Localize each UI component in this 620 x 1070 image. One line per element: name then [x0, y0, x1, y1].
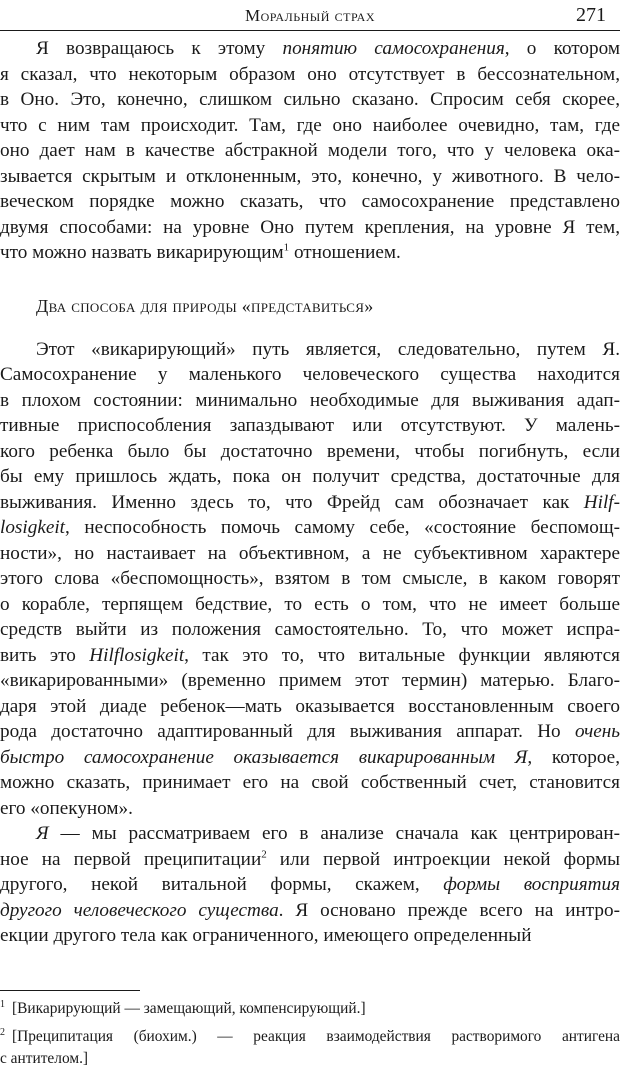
text-line: [0, 821, 620, 847]
text-run: или первой интроекции некой формы: [266, 848, 620, 870]
text-line: [0, 923, 620, 949]
text-line: [0, 694, 620, 720]
text-line: [0, 617, 620, 643]
text-line: [0, 719, 620, 745]
text-run: в Оно. Это, конечно, слишком сильно сказано. Спросим себя скорее,: [0, 89, 620, 110]
text-run: что можно назвать викарирующим: [0, 242, 284, 263]
paragraph-ego-introjection: [0, 821, 620, 949]
text-line: [0, 464, 620, 490]
text-line: [0, 898, 620, 924]
text-run: бы ему пришлось ждать, пока он получит средства, достаточные для: [0, 466, 620, 487]
italic-run: Я: [36, 823, 49, 844]
text-run: , о котором: [504, 38, 620, 59]
text-run: Я возвращаюсь к этому: [36, 38, 283, 59]
footnote-text: [Викарирующий — замещающий, компенсирующий.]: [12, 1000, 366, 1017]
text-line: [0, 745, 620, 771]
text-run: отношением.: [289, 242, 401, 263]
text-run: «викарированными» (временно примем этот термин) матерью. Благо-: [0, 670, 620, 691]
header-rule: [0, 30, 620, 31]
main-text: [0, 36, 620, 949]
italic-run: Hilf-: [583, 491, 620, 513]
text-line: [0, 668, 620, 694]
text-run: в плохом состоянии: минимально необходимые для выживания адап-: [0, 389, 620, 411]
text-run: — мы рассматриваем его в анализе сначала как центрирован-: [48, 823, 620, 844]
text-run: кого ребенка было бы достаточно времени, чтобы погибнуть, если: [0, 440, 620, 462]
page-number: 271: [576, 4, 606, 26]
footnote-mark: 1: [0, 998, 5, 1010]
text-run: Этот «викарирующий» путь является, следовательно, путем Я.: [36, 338, 620, 360]
text-run: ности», но настаивает на объективном, а не субъективном характере: [0, 542, 620, 564]
text-line: [0, 566, 620, 592]
text-line: [0, 337, 620, 363]
text-run: другого, некой витальной формы, скажем,: [0, 874, 444, 895]
text-line: [0, 643, 620, 669]
italic-run: очень: [574, 721, 620, 742]
paragraph-self-preservation: [0, 36, 620, 266]
text-run: оно дает нам в качестве абстракной модели того, что у человека ока-: [0, 140, 620, 161]
footnote-reference: 2: [261, 848, 267, 861]
text-line: [0, 515, 620, 541]
text-line: [0, 215, 620, 241]
text-run: , неспособность помочь самому себе, «состояние беспомощ-: [65, 517, 620, 538]
text-run: Самосохранение у маленького человеческого существа находится: [0, 364, 620, 385]
text-run: даря этой диаде ребенок—мать оказывается восстановленным своего: [0, 695, 620, 717]
italic-run: формы восприятия: [443, 874, 620, 895]
italic-run: понятию самосохранения: [282, 38, 505, 59]
text-run: , так это то, что витальные функции являются: [184, 644, 620, 666]
text-line: [0, 240, 620, 266]
text-line: [0, 62, 620, 88]
footnote-text: с антителом.]: [0, 1050, 89, 1067]
text-line: [0, 872, 620, 898]
text-line: [0, 164, 620, 190]
running-head: [0, 4, 620, 28]
text-run: екции другого тела как ограниченного, имеющего определенный: [0, 925, 532, 946]
footnote-line: [0, 1026, 620, 1048]
text-line: [0, 439, 620, 465]
text-run: ное на первой преципитации: [0, 848, 262, 870]
text-run: выживания. Именно здесь то, что Фрейд сам обозначает как: [0, 491, 584, 513]
text-run: рода достаточно адаптированный для выживания аппарат. Но: [0, 721, 575, 742]
text-run: двумя способами: на уровне Оно путем крепления, на уровне Я тем,: [0, 216, 620, 238]
text-line: [0, 413, 620, 439]
text-line: [0, 87, 620, 113]
text-run: что с ним там происходит. Там, где оно наиболее очевидно, там, где: [0, 114, 620, 136]
text-line: [0, 36, 620, 62]
running-head-title: Моральный страх: [245, 6, 375, 25]
footnote-text: [Преципитация (биохим.) — реакция взаимодействия растворимого антигена: [12, 1028, 620, 1045]
text-line: [0, 541, 620, 567]
text-run: его «опекуном».: [0, 797, 133, 819]
section-heading: Два способа для природы «представиться»: [36, 295, 374, 316]
text-line: [0, 138, 620, 164]
text-run: . Я основано прежде всего на интро-: [278, 899, 620, 921]
footnote-line: [0, 998, 620, 1020]
text-run: о корабле, терпящем бедствие, то есть о том, что не имеет больше: [0, 593, 620, 615]
italic-run: быстро самосохранение оказывается викарированным Я: [0, 746, 528, 768]
paragraph-vicarious-path: [0, 337, 620, 822]
text-line: [0, 592, 620, 618]
text-line: [0, 847, 620, 873]
text-line: [0, 189, 620, 215]
italic-run: losigkeit: [0, 517, 66, 538]
text-run: веческом порядке можно сказать, что самосохранение представлено: [0, 191, 620, 212]
footnotes: [0, 998, 620, 1070]
footnote-mark: 2: [0, 1026, 5, 1038]
footnote-reference: 1: [283, 241, 290, 254]
text-line: [0, 113, 620, 139]
text-run: вить это: [0, 644, 90, 666]
text-line: [0, 362, 620, 388]
text-run: , которое,: [527, 746, 620, 768]
text-run: средств выйти из положения самостоятельно. То, что может испра-: [0, 619, 620, 640]
footnote-rule: [0, 990, 140, 991]
italic-run: Hilflosigkeit: [89, 644, 185, 666]
text-line: [0, 770, 620, 796]
text-run: я сказал, что некоторым образом оно отсутствует в бессознательном,: [0, 63, 620, 85]
text-line: [0, 796, 620, 822]
text-run: тивные приспособления запаздывают или отсутствуют. У малень-: [0, 415, 620, 436]
text-line: [0, 490, 620, 516]
italic-run: другого человеческого существа: [0, 899, 279, 921]
text-run: этого слова «беспомощность», взятом в том смысле, в каком говорят: [0, 568, 620, 589]
text-run: зывается скрытым и отклоненным, это, конечно, у животного. В чело-: [0, 165, 620, 187]
text-run: можно сказать, принимает его на свой собственный счет, становится: [0, 772, 620, 793]
text-line: [0, 388, 620, 414]
